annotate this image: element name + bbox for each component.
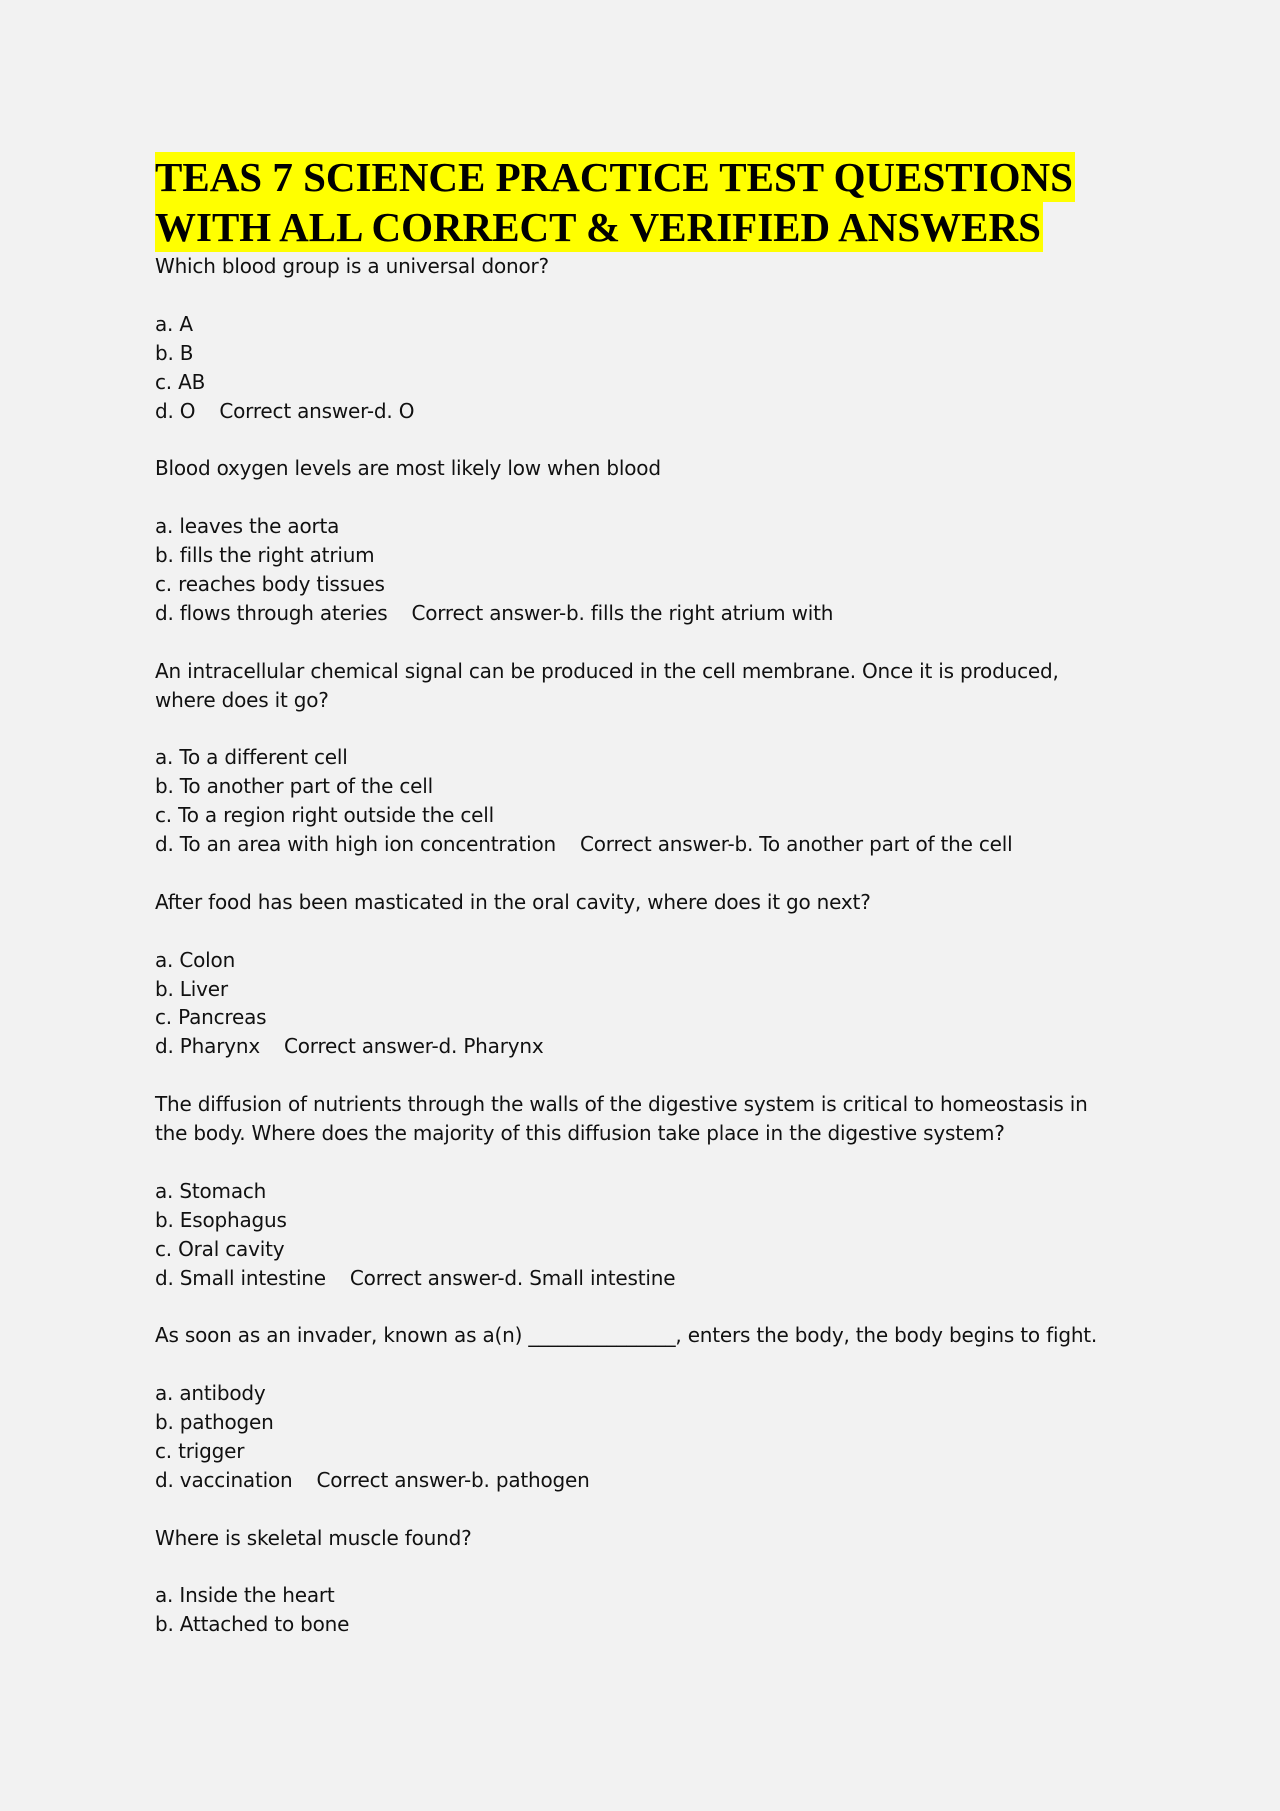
option-d-row	[155, 830, 1125, 859]
option-b: b. pathogen	[155, 1410, 274, 1435]
correct-answer: Correct answer-d. Small intestine	[349, 1265, 676, 1290]
question-text: Where is skeletal muscle found?	[155, 1525, 472, 1550]
correct-answer: Correct answer-b. To another part of the cell	[579, 832, 1013, 857]
question-text: Which blood group is a universal donor?	[155, 254, 549, 278]
option-d-row	[155, 1264, 1125, 1293]
option-b: b. To another part of the cell	[155, 774, 433, 799]
option-b: b. Esophagus	[155, 1207, 287, 1232]
option-c: c. Oral cavity	[155, 1236, 285, 1261]
title-line-2: WITH ALL CORRECT & VERIFIED ANSWERS	[155, 204, 1041, 250]
question-text: As soon as an invader, known as a(n) _______________, enters the body, the body begins to fight.	[155, 1323, 1098, 1348]
question-4	[155, 888, 1125, 1090]
question-5	[155, 1090, 1125, 1321]
question-text: The diffusion of nutrients through the walls of the digestive system is critical to homeostasis in the body. Where does the majority of this diffusion take place in the digestive system?	[155, 1092, 1088, 1146]
option-d-row	[155, 397, 1125, 426]
correct-answer: Correct answer-b. pathogen	[316, 1467, 590, 1492]
correct-answer: Correct answer-d. O	[219, 398, 415, 423]
option-b: b. Liver	[155, 976, 228, 1001]
question-2	[155, 454, 1125, 656]
option-d-row	[155, 1466, 1125, 1495]
question-text: Blood oxygen levels are most likely low when blood	[155, 456, 661, 481]
option-a: a. Inside the heart	[155, 1583, 335, 1608]
question-7	[155, 1524, 1125, 1640]
questions-list	[155, 252, 1125, 1639]
option-a: a. Colon	[155, 947, 236, 972]
option-d: d. To an area with high ion concentration	[155, 832, 556, 857]
question-1	[155, 252, 1125, 454]
question-3	[155, 657, 1125, 888]
option-a: a. antibody	[155, 1381, 266, 1406]
option-b: b. Attached to bone	[155, 1612, 350, 1637]
question-6	[155, 1321, 1125, 1523]
option-b: b. B	[155, 340, 194, 365]
question-text: After food has been masticated in the oral cavity, where does it go next?	[155, 889, 871, 914]
option-a: a. To a different cell	[155, 745, 348, 770]
option-b: b. fills the right atrium	[155, 543, 375, 568]
option-d-row	[155, 1032, 1125, 1061]
option-c: c. reaches body tissues	[155, 571, 385, 596]
option-c: c. AB	[155, 369, 206, 394]
option-d: d. vaccination	[155, 1467, 293, 1492]
correct-answer: Correct answer-d. Pharynx	[283, 1034, 544, 1059]
option-d: d. flows through ateries	[155, 600, 388, 625]
correct-answer: Correct answer-b. fills the right atrium with	[411, 600, 834, 625]
option-c: c. Pancreas	[155, 1005, 267, 1030]
option-d: d. Pharynx	[155, 1034, 260, 1059]
option-d-row	[155, 599, 1125, 628]
document-title	[155, 152, 1125, 252]
option-d: d. Small intestine	[155, 1265, 326, 1290]
option-a: a. Stomach	[155, 1178, 267, 1203]
option-c: c. trigger	[155, 1438, 245, 1463]
option-c: c. To a region right outside the cell	[155, 803, 494, 828]
question-text: An intracellular chemical signal can be produced in the cell membrane. Once it is produced, where does it go?	[155, 658, 1059, 712]
option-a: a. A	[155, 311, 193, 336]
option-a: a. leaves the aorta	[155, 514, 340, 539]
title-line-1: TEAS 7 SCIENCE PRACTICE TEST QUESTIONS	[155, 154, 1073, 200]
option-d: d. O	[155, 398, 196, 423]
document-page	[155, 152, 1125, 1639]
